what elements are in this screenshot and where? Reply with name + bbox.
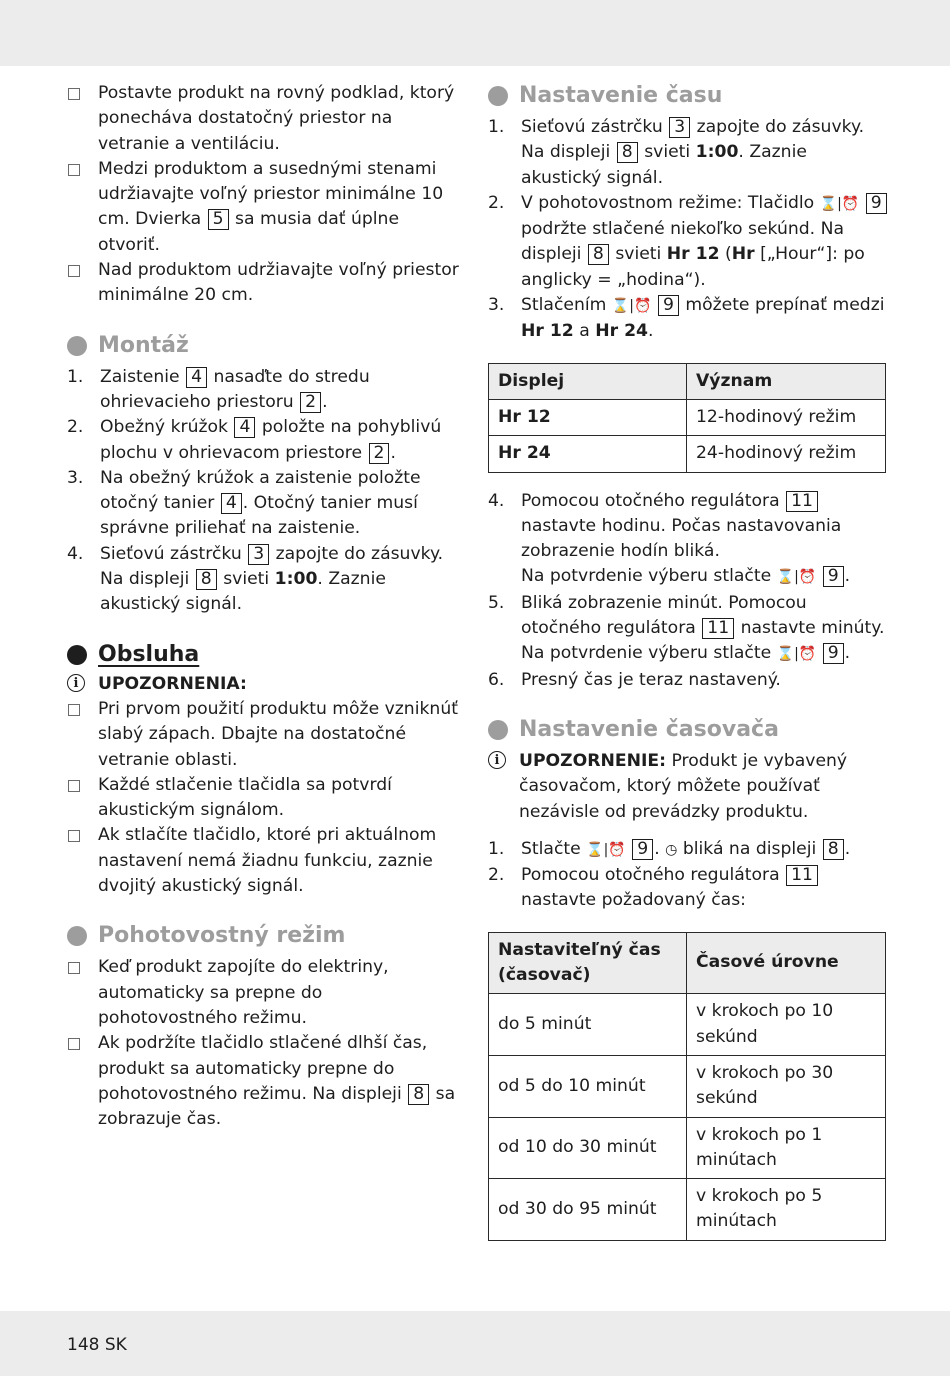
list-item: 5. Bliká zobrazenie minút. Pomocou otočného regulátora 11 nastavte minúty. Na potvrdenie výberu stlačte ⌛|⏰ 9 . bbox=[488, 591, 888, 668]
section-bullet-icon bbox=[488, 720, 508, 740]
list-item: 4. Pomocou otočného regulátora 11 nastavte hodinu. Počas nastavovania zobrazenie hodín bliká. Na potvrdenie výberu stlačte ⌛|⏰ 9 . bbox=[488, 489, 888, 591]
hourglass-alarm-icon: ⌛|⏰ bbox=[776, 646, 817, 663]
list-item: 1. Sieťovú zástrčku 3 zapojte do zásuvky. Na displeji 8 svieti 1:00. Zaznie akustický signál. bbox=[488, 117, 865, 188]
part-number: 9 bbox=[632, 839, 653, 860]
section-bullet-icon bbox=[488, 86, 508, 106]
list-item: Pri prvom použití produktu môže vzniknúť slabý zápach. Dbajte na dostatočné vetranie oblasti. bbox=[67, 697, 463, 773]
part-number: 11 bbox=[702, 618, 734, 639]
checkbox-bullet-icon bbox=[68, 88, 80, 100]
part-number: 5 bbox=[208, 209, 229, 230]
right-column bbox=[488, 81, 888, 1241]
montaz-steps bbox=[67, 365, 463, 618]
list-item: 6. Presný čas je teraz nastavený. bbox=[488, 669, 781, 690]
list-item: 2. Pomocou otočného regulátora 11 nastavte požadovaný čas: bbox=[488, 863, 888, 914]
list-item: 4. Sieťovú zástrčku 3 zapojte do zásuvky. Na displeji 8 svieti 1:00. Zaznie akustický signál. bbox=[67, 543, 444, 615]
section-heading-cas: Nastavenie času bbox=[488, 81, 888, 111]
footer-band bbox=[0, 1311, 950, 1376]
list-item: 1. Zaistenie 4 nasaďte do stredu ohrievacieho priestoru 2 . bbox=[67, 366, 370, 412]
table-row: do 5 minút v krokoch po 10 sekúnd bbox=[489, 994, 886, 1056]
section-bullet-icon bbox=[67, 926, 87, 946]
checkbox-bullet-icon bbox=[68, 164, 80, 176]
checkbox-bullet-icon bbox=[68, 265, 80, 277]
hourglass-alarm-icon: ⌛|⏰ bbox=[586, 841, 626, 858]
part-number: 8 bbox=[588, 244, 609, 265]
list-item: Keď produkt zapojíte do elektriny, automaticky sa prepne do pohotovostného režimu. bbox=[67, 955, 463, 1031]
timer-levels-table bbox=[488, 932, 886, 1241]
part-number: 8 bbox=[408, 1084, 429, 1105]
standby-bullet-list bbox=[67, 955, 463, 1132]
cas-steps bbox=[488, 115, 888, 345]
clock-icon: ◷ bbox=[665, 841, 678, 858]
checkbox-bullet-icon bbox=[68, 780, 80, 792]
part-number: 11 bbox=[786, 491, 818, 512]
section-bullet-icon bbox=[67, 645, 87, 665]
section-heading-timer: Nastavenie časovača bbox=[488, 715, 888, 745]
info-icon: i bbox=[67, 674, 85, 692]
part-number: 9 bbox=[823, 566, 844, 587]
intro-bullet-list bbox=[67, 81, 463, 309]
list-item: 3. Na obežný krúžok a zaistenie položte otočný tanier 4 . Otočný tanier musí správne priliehať na zaistenie. bbox=[67, 467, 421, 539]
part-number: 4 bbox=[234, 417, 255, 438]
list-item: 3. Stlačením ⌛|⏰ 9 môžete prepínať medzi Hr 12 a Hr 24. bbox=[488, 295, 885, 342]
header-band bbox=[0, 0, 950, 66]
table-row: od 10 do 30 minút v krokoch po 1 minútach bbox=[489, 1117, 886, 1179]
part-number: 4 bbox=[186, 367, 207, 388]
hourglass-alarm-icon: ⌛|⏰ bbox=[776, 569, 817, 586]
list-item: Nad produktom udržiavajte voľný priestor minimálne 20 cm. bbox=[67, 258, 463, 309]
table-row: od 30 do 95 minút v krokoch po 5 minútach bbox=[489, 1179, 886, 1241]
note: i UPOZORNENIA: bbox=[67, 672, 463, 697]
info-icon: i bbox=[488, 751, 506, 769]
section-heading-standby: Pohotovostný režim bbox=[67, 921, 463, 951]
list-item: Každé stlačenie tlačidla sa potvrdí akustickým signálom. bbox=[67, 773, 463, 824]
table-row: Hr 24 24-hodinový režim bbox=[489, 436, 886, 472]
list-item: 2. Obežný krúžok 4 položte na pohyblivú plochu v ohrievacom priestore 2 . bbox=[67, 417, 442, 463]
table-row: Hr 12 12-hodinový režim bbox=[489, 399, 886, 435]
part-number: 8 bbox=[196, 569, 217, 590]
part-number: 2 bbox=[300, 392, 321, 413]
list-item: 2. V pohotovostnom režime: Tlačidlo ⌛|⏰ 9 podržte stlačené niekoľko sekúnd. Na displeji 8 svieti Hr 12 (Hr [„Hour“]: po anglicky = „hodina“). bbox=[488, 191, 888, 293]
display-mode-table bbox=[488, 363, 886, 473]
part-number: 9 bbox=[658, 295, 679, 316]
checkbox-bullet-icon bbox=[68, 830, 80, 842]
table-header-row: Nastaviteľný čas (časovač) Časové úrovne bbox=[489, 932, 886, 994]
page-number: 148 SK bbox=[67, 1335, 127, 1355]
list-item: 1. Stlačte ⌛|⏰ 9 . ◷ bliká na displeji 8 . bbox=[488, 837, 888, 863]
checkbox-bullet-icon bbox=[68, 1038, 80, 1050]
checkbox-bullet-icon bbox=[68, 962, 80, 974]
hourglass-alarm-icon: ⌛|⏰ bbox=[819, 195, 860, 212]
part-number: 9 bbox=[866, 193, 887, 214]
obsluha-bullet-list bbox=[67, 697, 463, 899]
part-number: 3 bbox=[248, 544, 269, 565]
part-number: 4 bbox=[221, 493, 242, 514]
list-item: Postavte produkt na rovný podklad, ktorý ponecháva dostatočný priestor na vetranie a ventiláciu. bbox=[67, 81, 463, 157]
part-number: 9 bbox=[823, 643, 844, 664]
cas-steps-continued bbox=[488, 489, 888, 693]
list-item: Ak stlačíte tlačidlo, ktoré pri aktuálnom nastavení nemá žiadnu funkciu, zaznie dvojitý akustický signál. bbox=[67, 823, 463, 899]
part-number: 3 bbox=[669, 117, 690, 138]
list-item: Medzi produktom a susednými stenami udržiavajte voľný priestor minimálne 10 cm. Dvierka 5 sa musia dať úplne otvoriť. bbox=[67, 157, 463, 258]
left-column bbox=[67, 81, 463, 1132]
section-bullet-icon bbox=[67, 336, 87, 356]
list-item: Ak podržíte tlačidlo stlačené dlhší čas, produkt sa automaticky prepne do pohotovostného režimu. Na displeji 8 sa zobrazuje čas. bbox=[67, 1031, 463, 1132]
table-header-row: Displej Význam bbox=[489, 363, 886, 399]
part-number: 11 bbox=[786, 865, 818, 886]
part-number: 2 bbox=[369, 443, 390, 464]
part-number: 8 bbox=[617, 142, 638, 163]
hourglass-alarm-icon: ⌛|⏰ bbox=[611, 298, 652, 315]
part-number: 8 bbox=[823, 839, 844, 860]
checkbox-bullet-icon bbox=[68, 704, 80, 716]
timer-steps bbox=[488, 837, 888, 914]
section-heading-obsluha: Obsluha bbox=[67, 640, 463, 670]
section-heading-montaz: Montáž bbox=[67, 331, 463, 361]
table-row: od 5 do 10 minút v krokoch po 30 sekúnd bbox=[489, 1055, 886, 1117]
note: i UPOZORNENIE: Produkt je vybavený časovačom, ktorý môžete používať nezávisle od prevádzky produktu. bbox=[488, 749, 888, 825]
